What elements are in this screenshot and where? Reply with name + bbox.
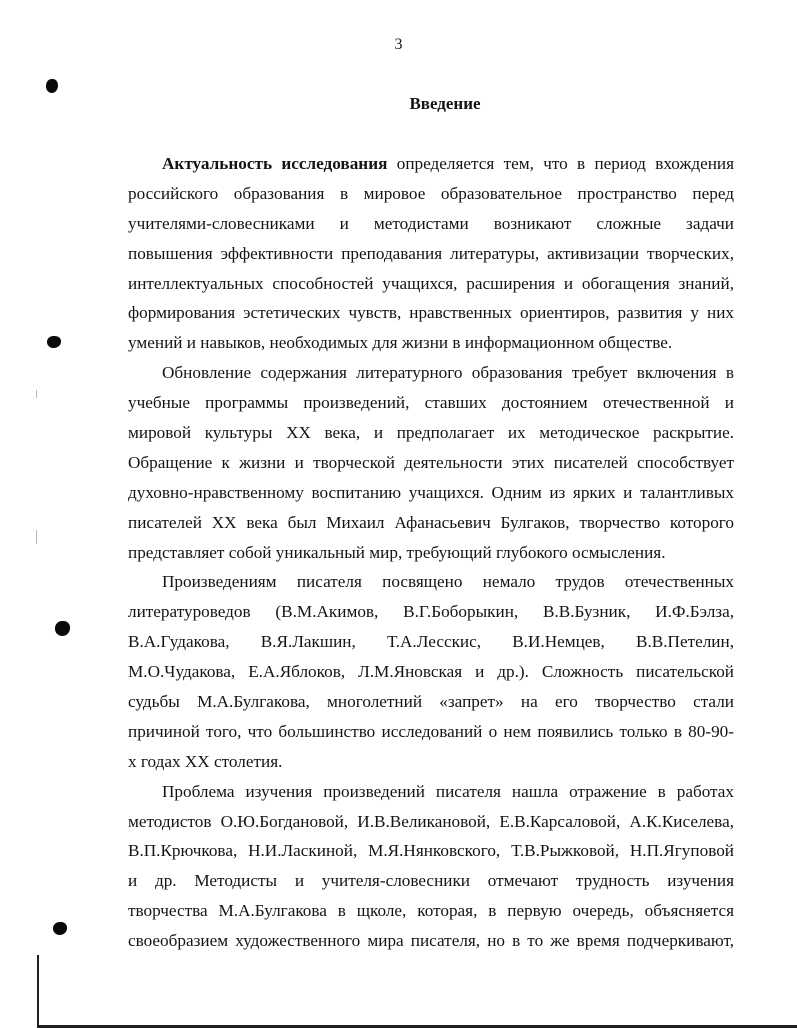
binder-hole-mark	[46, 79, 58, 93]
paragraph-4-line-4: и др. Методисты и учителя-словесники отмечают трудность изучения	[128, 871, 734, 891]
paragraph-4-line-6: своеобразием художественного мира писателя, но в то же время подчеркивают,	[128, 931, 734, 951]
paragraph-1-line-7: умений и навыков, необходимых для жизни в информационном обществе.	[128, 333, 673, 353]
paragraph-2-line-4: Обращение к жизни и творческой деятельности этих писателей способствует	[128, 452, 734, 472]
paragraph-2-line-2: учебные программы произведений, ставших достоянием отечественной и	[128, 393, 734, 413]
paragraph-1-line-3: учителями-словесниками и методистами возникают сложные задачи	[128, 213, 734, 233]
paragraph-3-line-3: В.А.Гудакова, В.Я.Лакшин, Т.А.Лесскис, В.И.Немцев, В.В.Петелин,	[128, 632, 734, 652]
paragraph-2-line-3: мировой культуры XX века, и предполагает их методическое раскрытие.	[128, 423, 734, 443]
paragraph-2-line-5: духовно-нравственному воспитанию учащихся. Одним из ярких и талантливых	[128, 482, 734, 502]
paragraph-2-line-6: писателей XX века был Михаил Афанасьевич Булгаков, творчество которого	[128, 512, 734, 532]
binder-hole-mark	[55, 621, 70, 636]
paragraph-1-line-4: повышения эффективности преподавания литературы, активизации творческих,	[128, 243, 734, 263]
bold-term: Актуальность исследования	[162, 154, 388, 173]
paragraph-3-line-7: х годах XX столетия.	[128, 751, 283, 771]
paragraph-3-line-4: М.О.Чудакова, Е.А.Яблоков, Л.М.Яновская и др.). Сложность писательской	[128, 662, 734, 682]
binder-hole-mark	[47, 336, 61, 348]
paragraph-2-line-7: представляет собой уникальный мир, требующий глубокого осмысления.	[128, 542, 666, 562]
paragraph-4-line-5: творчества М.А.Булгакова в щколе, которая, в первую очередь, объясняется	[128, 901, 734, 921]
scan-tick-mark	[36, 530, 37, 544]
page-number: 3	[394, 36, 403, 53]
paragraph-3-line-2: литературоведов (В.М.Акимов, В.Г.Боборыкин, В.В.Бузник, И.Ф.Бэлза,	[128, 602, 734, 622]
paragraph-1-line-1: Актуальность исследования определяется тем, что в период вхождения	[162, 154, 735, 173]
paragraph-2-line-1: Обновление содержания литературного образования требует включения в	[162, 363, 734, 383]
paragraph-3-line-1: Произведениям писателя посвящено немало трудов отечественных	[162, 572, 734, 592]
paragraph-4-line-3: В.П.Крючкова, Н.И.Ласкиной, М.Я.Нянковского, Т.В.Рыжковой, Н.П.Ягуповой	[128, 841, 734, 861]
paragraph-1-line-6: формирования эстетических чувств, нравственных ориентиров, развития у них	[128, 303, 734, 323]
body-text	[128, 149, 734, 956]
paragraph-3-line-5: судьбы М.А.Булгакова, многолетний «запрет» на его творчество стали	[128, 692, 734, 712]
paragraph-4-line-1: Проблема изучения произведений писателя нашла отражение в работах	[162, 781, 734, 801]
paragraph-4-line-2: методистов О.Ю.Богдановой, И.В.Великановой, Е.В.Карсаловой, А.К.Киселева,	[128, 811, 734, 831]
binder-hole-mark	[53, 922, 67, 935]
scan-tick-mark	[36, 390, 37, 398]
section-heading: Введение	[409, 94, 481, 113]
paragraph-1-line-2: российского образования в мировое образовательное пространство перед	[128, 183, 734, 203]
paragraph-1-line-5: интеллектуальных способностей учащихся, расширения и обогащения знаний,	[128, 273, 734, 293]
paragraph-3-line-6: причиной того, что большинство исследований о нем появились только в 80-90-	[128, 721, 734, 741]
scan-edge-line-left	[37, 955, 39, 1028]
